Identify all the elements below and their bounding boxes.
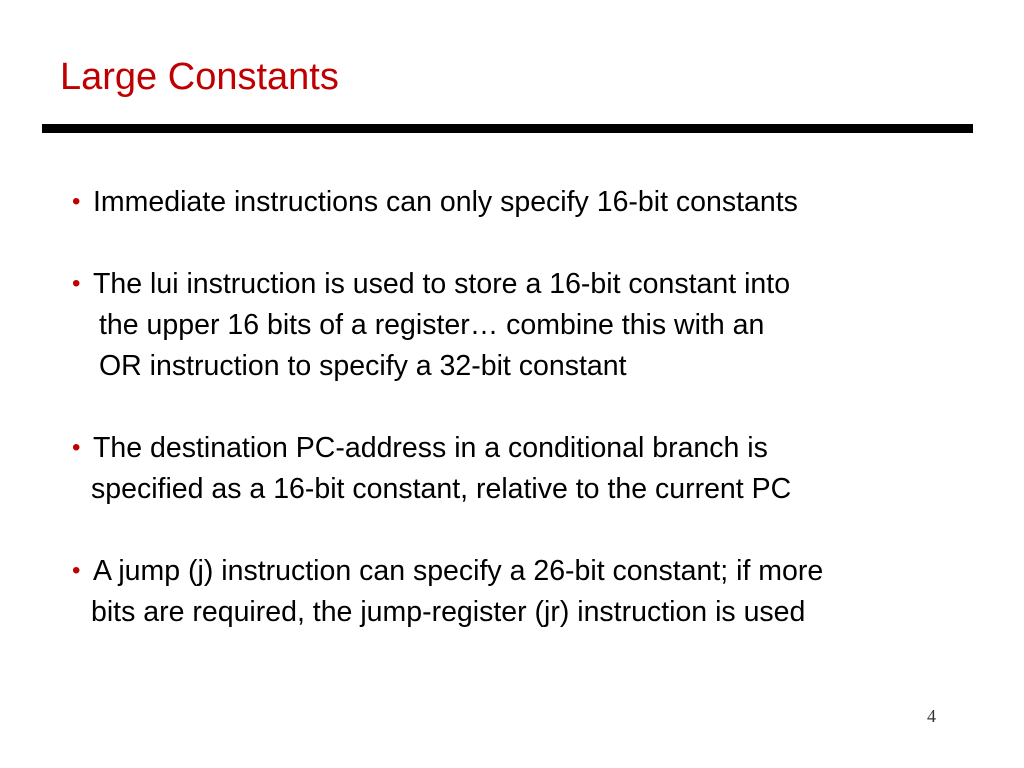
bullet-dot-icon: • [72, 557, 81, 584]
bullet-text: The lui instruction is used to store a 16-bit constant into [93, 268, 791, 300]
bullet-item-2 [72, 263, 790, 387]
bullet-item-3 [72, 427, 791, 510]
page-number: 4 [927, 706, 936, 726]
bullet-item-1 [72, 181, 798, 223]
slide-title: Large Constants [60, 56, 339, 98]
bullet-continuation: specified as a 16-bit constant, relative to the current PC [91, 473, 792, 505]
bullet-text: The destination PC-address in a conditional branch is [93, 432, 768, 464]
bullet-continuation: bits are required, the jump-register (jr) instruction is used [91, 596, 806, 628]
bullet-continuation: the upper 16 bits of a register… combine this with an [99, 309, 765, 341]
bullet-line [72, 427, 791, 469]
bullet-line [72, 181, 798, 223]
bullet-line [72, 263, 790, 305]
bullet-dot-icon: • [72, 434, 81, 461]
bullet-text: A jump (j) instruction can specify a 26-bit constant; if more [93, 555, 824, 587]
bullet-line [72, 550, 823, 592]
bullet-dot-icon: • [72, 270, 81, 297]
title-divider [42, 124, 973, 133]
bullet-item-4 [72, 550, 823, 633]
bullet-dot-icon: • [72, 188, 81, 215]
bullet-text: Immediate instructions can only specify 16-bit constants [93, 186, 798, 218]
bullet-continuation: OR instruction to specify a 32-bit constant [99, 350, 627, 382]
